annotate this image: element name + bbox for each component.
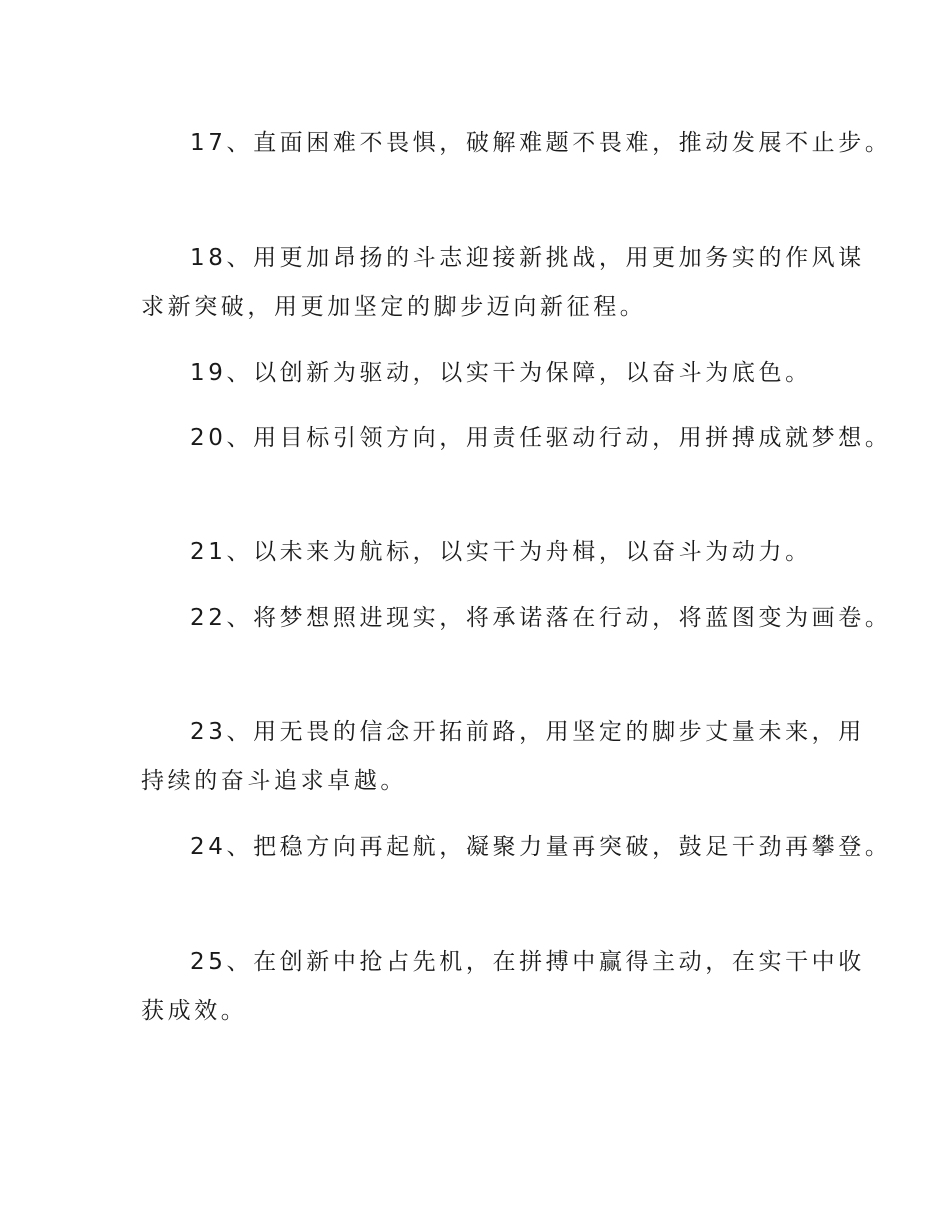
paragraph-20-line-1: 20、用目标引领方向，用责任驱动行动，用拼搏成就梦想。 bbox=[190, 425, 892, 451]
paragraph-18-line-1: 18、用更加昂扬的斗志迎接新挑战，用更加务实的作风谋 bbox=[190, 245, 865, 271]
paragraph-22-line-1: 22、将梦想照进现实，将承诺落在行动，将蓝图变为画卷。 bbox=[190, 605, 892, 631]
paragraph-23-line-2: 持续的奋斗追求卓越。 bbox=[141, 768, 407, 794]
paragraph-24-line-1: 24、把稳方向再起航，凝聚力量再突破，鼓足干劲再攀登。 bbox=[190, 834, 892, 860]
paragraph-19-line-1: 19、以创新为驱动，以实干为保障，以奋斗为底色。 bbox=[190, 360, 812, 386]
paragraph-18-line-2: 求新突破，用更加坚定的脚步迈向新征程。 bbox=[141, 294, 647, 320]
paragraph-17-line-1: 17、直面困难不畏惧，破解难题不畏难，推动发展不止步。 bbox=[190, 130, 892, 156]
paragraph-23-line-1: 23、用无畏的信念开拓前路，用坚定的脚步丈量未来，用 bbox=[190, 719, 865, 745]
paragraph-21-line-1: 21、以未来为航标，以实干为舟楫，以奋斗为动力。 bbox=[190, 539, 812, 565]
paragraph-25-line-2: 获成效。 bbox=[141, 998, 248, 1024]
paragraph-25-line-1: 25、在创新中抢占先机，在拼搏中赢得主动，在实干中收 bbox=[190, 949, 865, 975]
